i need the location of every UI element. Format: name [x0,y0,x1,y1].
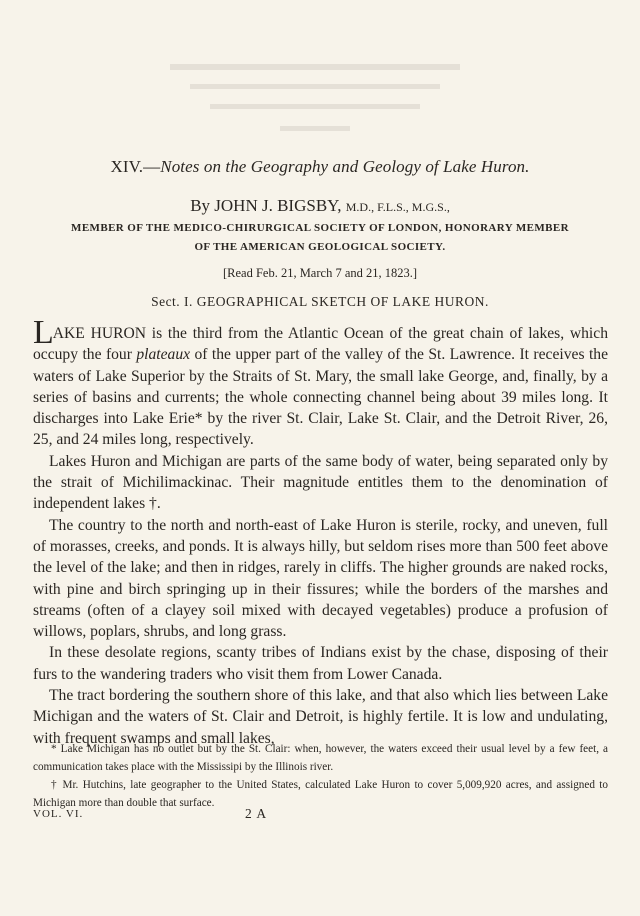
membership-statement [18,219,622,257]
paragraph: The country to the north and north-east of Lake Huron is sterile, rocky, and uneven, full of morasses, creeks, and ponds. It is always hilly, but seldom rises more than 500 feet above the level of the lake; and then in ridges, rarely in cliffs. The higher grounds are naked rocks, with pine and birch springing up in their fissures; while the borders of the marshes and streams (often of a clayey soil mixed with decayed vegetables) produce a profusion of willows, poplars, shrubs, and long grass. [33,516,608,641]
drop-cap: L [33,314,53,351]
byline-by: By [190,196,211,215]
section-heading: Sect. I. GEOGRAPHICAL SKETCH OF LAKE HURON. [151,294,489,309]
bleed-through-text [150,54,480,144]
signature-mark: 2 A [245,806,268,821]
body-text [33,314,608,749]
paragraph [33,314,608,451]
footnotes [33,740,608,812]
paragraph-text: AKE HURON is the third from the Atlantic Ocean of the great chain of lakes, which occupy the four [33,325,608,364]
membership-line: OF THE AMERICAN GEOLOGICAL SOCIETY. [194,241,446,253]
author-name: JOHN J. BIGSBY, [214,196,342,215]
footnote: * Lake Michigan has no outlet but by the St. Clair: when, however, the waters exceed their usual level by a few feet, a communication takes place with the Mississipi by the Illinois river. [33,743,608,773]
volume-label: VOL. VI. [33,808,84,820]
byline [0,196,640,216]
read-date-note: [Read Feb. 21, March 7 and 21, 1823.] [222,266,418,280]
paragraph-text: of the upper part of the valley of the St. Lawrence. It receives the waters of Lake Superior by the Straits of St. Mary, the small lake George, and, finally, by a series of basins and currents; the whole connecting channel being about 39 miles long. It discharges into Lake Erie* by the river St. Clair, Lake St. Clair, and the Detroit River, 26, 25, and 24 miles long, respectively. [33,346,608,449]
article-title [0,157,640,177]
membership-line: MEMBER OF THE MEDICO-CHIRURGICAL SOCIETY OF LONDON, HONORARY MEMBER [71,222,569,234]
footnote: † Mr. Hutchins, late geographer to the United States, calculated Lake Huron to cover 5,009,920 acres, and assigned to Michigan more than double that surface. [33,779,608,809]
author-degrees: M.D., F.L.S., M.G.S., [345,200,450,214]
italic-term: plateaux [136,346,191,364]
paragraph: In these desolate regions, scanty tribes of Indians exist by the chase, disposing of their furs to the wandering traders who visit them from Lower Canada. [33,644,608,683]
article-title-text: Notes on the Geography and Geology of Lake Huron. [160,157,530,176]
paragraph: The tract bordering the southern shore of this lake, and that also which lies between Lake Michigan and the waters of St. Clair and Detroit, is highly fertile. It is low and undulating, with frequent swamps and small lakes, [33,687,608,747]
article-number: XIV.— [110,157,161,176]
paragraph: Lakes Huron and Michigan are parts of the same body of water, being separated only by the strait of Michilimackinac. Their magnitude entitles them to the denomination of independent lakes †. [33,452,608,513]
